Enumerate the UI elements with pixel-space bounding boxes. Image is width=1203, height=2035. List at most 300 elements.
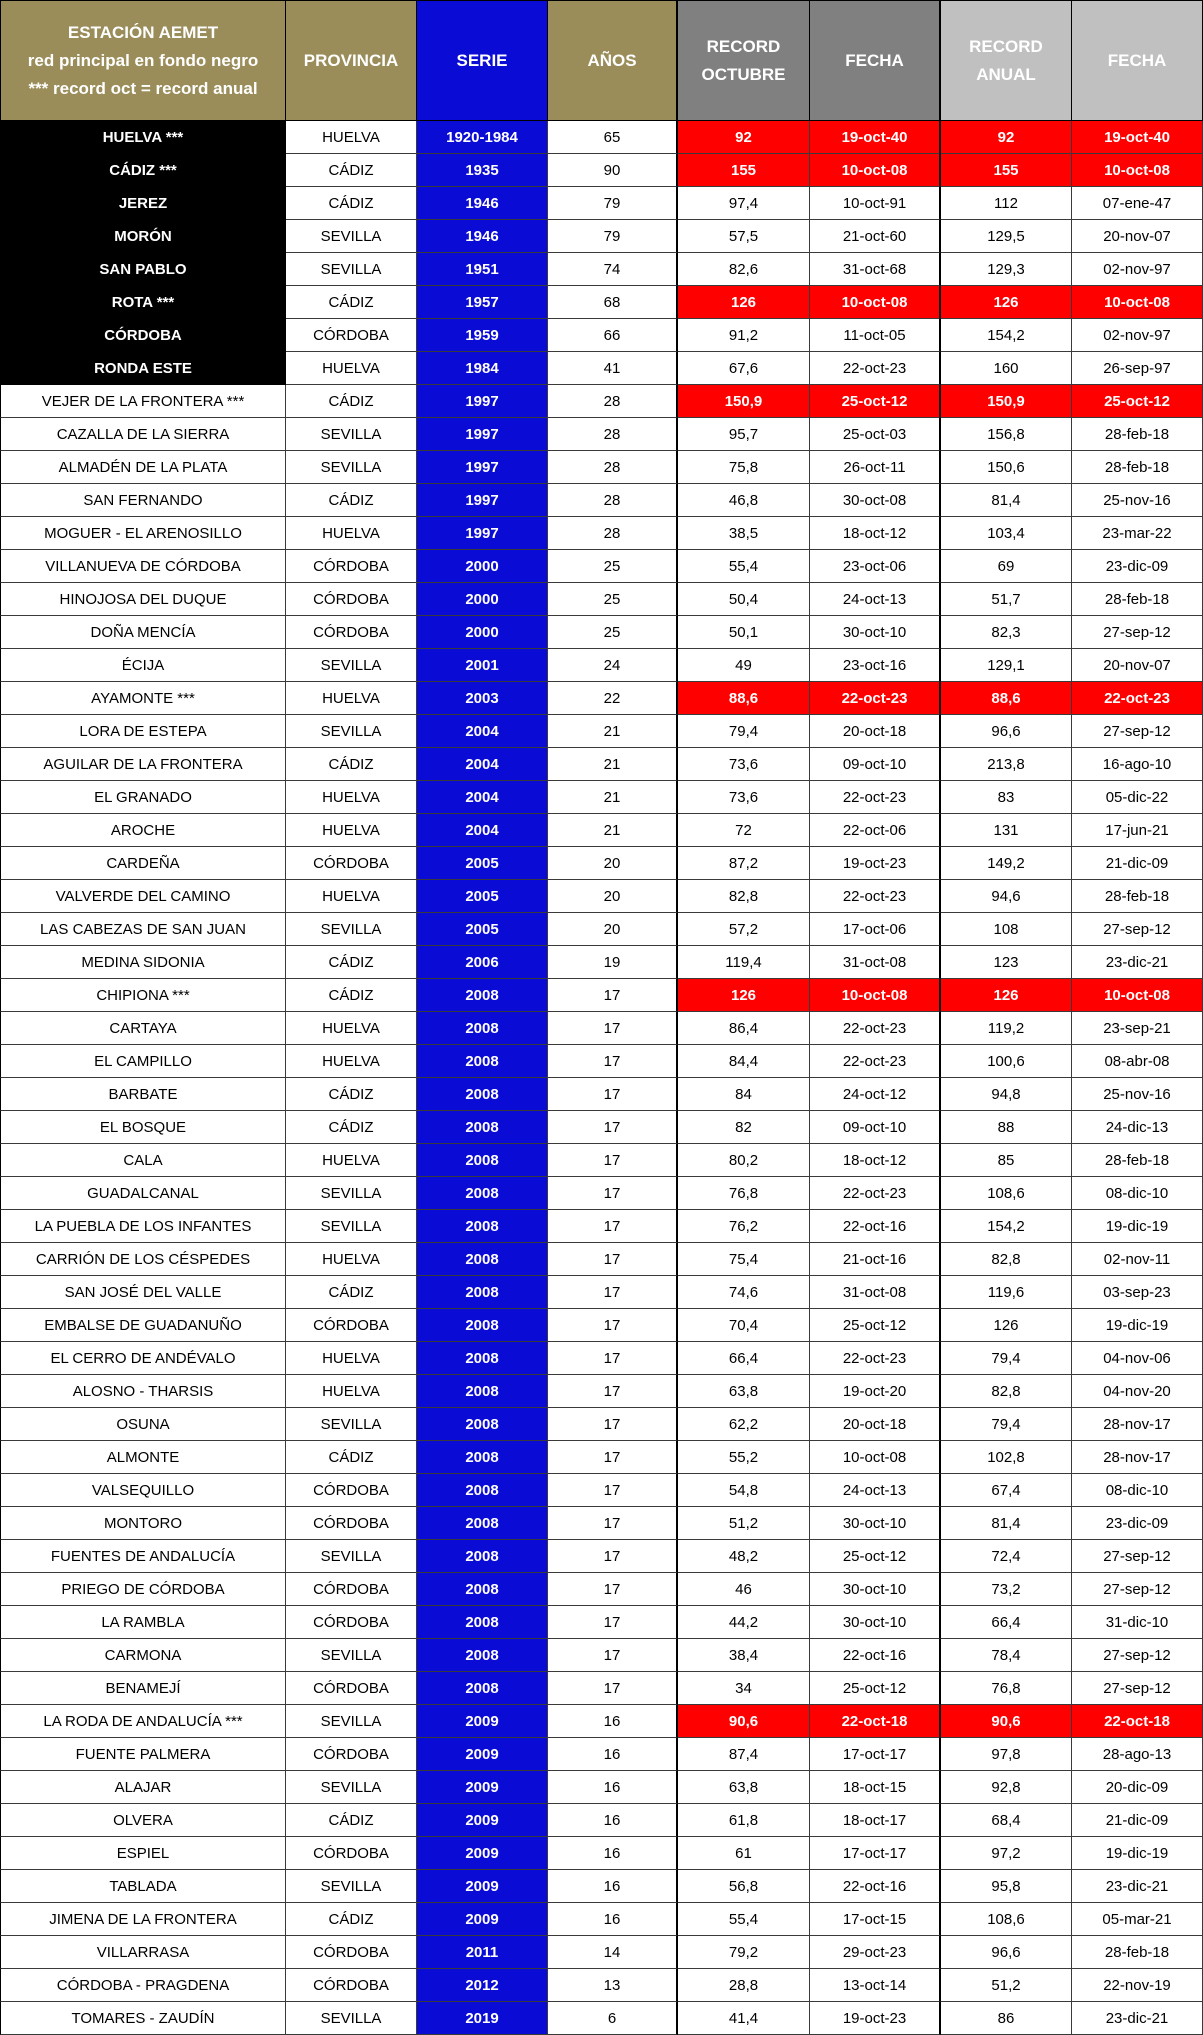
series-cell: 2009 bbox=[417, 1705, 548, 1738]
series-cell: 1946 bbox=[417, 187, 548, 220]
station-cell: ESPIEL bbox=[0, 1837, 286, 1870]
years-cell: 79 bbox=[548, 187, 678, 220]
header-annual-record-line1: RECORD bbox=[969, 36, 1043, 56]
header-annual-date-label: FECHA bbox=[1107, 50, 1167, 70]
table-body bbox=[0, 121, 1203, 2035]
annual-record-cell: 97,2 bbox=[941, 1837, 1072, 1870]
october-date-cell: 10-oct-08 bbox=[810, 1441, 941, 1474]
october-date-cell: 25-oct-03 bbox=[810, 418, 941, 451]
station-cell: CÁDIZ *** bbox=[0, 154, 286, 187]
table-row bbox=[0, 1045, 1203, 1078]
annual-record-cell: 154,2 bbox=[941, 1210, 1072, 1243]
table-row bbox=[0, 352, 1203, 385]
years-cell: 16 bbox=[548, 1837, 678, 1870]
province-cell: SEVILLA bbox=[286, 1639, 417, 1672]
station-cell: PRIEGO DE CÓRDOBA bbox=[0, 1573, 286, 1606]
annual-record-cell: 79,4 bbox=[941, 1408, 1072, 1441]
october-date-cell: 17-oct-17 bbox=[810, 1837, 941, 1870]
annual-date-cell: 08-dic-10 bbox=[1072, 1177, 1203, 1210]
station-cell: FUENTE PALMERA bbox=[0, 1738, 286, 1771]
annual-record-cell: 112 bbox=[941, 187, 1072, 220]
years-cell: 90 bbox=[548, 154, 678, 187]
province-cell: SEVILLA bbox=[286, 913, 417, 946]
station-cell: HUELVA *** bbox=[0, 121, 286, 154]
years-cell: 17 bbox=[548, 979, 678, 1012]
series-cell: 2008 bbox=[417, 1375, 548, 1408]
series-cell: 2008 bbox=[417, 1342, 548, 1375]
october-record-cell: 90,6 bbox=[678, 1705, 810, 1738]
station-cell: CHIPIONA *** bbox=[0, 979, 286, 1012]
header-series bbox=[417, 0, 548, 121]
october-date-cell: 23-oct-06 bbox=[810, 550, 941, 583]
annual-date-cell: 20-nov-07 bbox=[1072, 649, 1203, 682]
series-cell: 2008 bbox=[417, 1309, 548, 1342]
years-cell: 17 bbox=[548, 1144, 678, 1177]
station-cell: EL GRANADO bbox=[0, 781, 286, 814]
station-cell: LAS CABEZAS DE SAN JUAN bbox=[0, 913, 286, 946]
years-cell: 17 bbox=[548, 1210, 678, 1243]
series-cell: 2009 bbox=[417, 1738, 548, 1771]
header-station-note-record: *** record oct = record anual bbox=[28, 78, 258, 98]
series-cell: 1957 bbox=[417, 286, 548, 319]
october-date-cell: 18-oct-17 bbox=[810, 1804, 941, 1837]
years-cell: 25 bbox=[548, 583, 678, 616]
october-date-cell: 22-oct-23 bbox=[810, 1342, 941, 1375]
table-row bbox=[0, 1012, 1203, 1045]
annual-record-cell: 150,9 bbox=[941, 385, 1072, 418]
station-cell: AROCHE bbox=[0, 814, 286, 847]
october-record-cell: 28,8 bbox=[678, 1969, 810, 2002]
years-cell: 17 bbox=[548, 1507, 678, 1540]
october-date-cell: 09-oct-10 bbox=[810, 1111, 941, 1144]
october-date-cell: 30-oct-10 bbox=[810, 1573, 941, 1606]
station-cell: CÓRDOBA bbox=[0, 319, 286, 352]
annual-date-cell: 28-nov-17 bbox=[1072, 1408, 1203, 1441]
annual-date-cell: 25-nov-16 bbox=[1072, 1078, 1203, 1111]
years-cell: 41 bbox=[548, 352, 678, 385]
annual-date-cell: 02-nov-97 bbox=[1072, 253, 1203, 286]
series-cell: 2008 bbox=[417, 1210, 548, 1243]
annual-date-cell: 25-oct-12 bbox=[1072, 385, 1203, 418]
province-cell: SEVILLA bbox=[286, 2002, 417, 2035]
province-cell: CÓRDOBA bbox=[286, 1738, 417, 1771]
province-cell: CÓRDOBA bbox=[286, 319, 417, 352]
series-cell: 2008 bbox=[417, 1474, 548, 1507]
series-cell: 2006 bbox=[417, 946, 548, 979]
table-row bbox=[0, 385, 1203, 418]
province-cell: SEVILLA bbox=[286, 1408, 417, 1441]
annual-date-cell: 28-nov-17 bbox=[1072, 1441, 1203, 1474]
province-cell: CÓRDOBA bbox=[286, 1309, 417, 1342]
province-cell: HUELVA bbox=[286, 1144, 417, 1177]
years-cell: 28 bbox=[548, 517, 678, 550]
october-date-cell: 25-oct-12 bbox=[810, 1540, 941, 1573]
annual-date-cell: 28-feb-18 bbox=[1072, 1144, 1203, 1177]
october-record-cell: 97,4 bbox=[678, 187, 810, 220]
years-cell: 17 bbox=[548, 1012, 678, 1045]
years-cell: 16 bbox=[548, 1903, 678, 1936]
october-record-cell: 38,4 bbox=[678, 1639, 810, 1672]
station-cell: ALAJAR bbox=[0, 1771, 286, 1804]
province-cell: CÓRDOBA bbox=[286, 616, 417, 649]
province-cell: CÓRDOBA bbox=[286, 1936, 417, 1969]
table-row bbox=[0, 1672, 1203, 1705]
october-date-cell: 24-oct-13 bbox=[810, 1474, 941, 1507]
october-record-cell: 73,6 bbox=[678, 748, 810, 781]
october-record-cell: 80,2 bbox=[678, 1144, 810, 1177]
header-years bbox=[548, 0, 678, 121]
october-date-cell: 10-oct-91 bbox=[810, 187, 941, 220]
october-record-cell: 48,2 bbox=[678, 1540, 810, 1573]
table-row bbox=[0, 847, 1203, 880]
table-row bbox=[0, 814, 1203, 847]
october-record-cell: 63,8 bbox=[678, 1375, 810, 1408]
annual-record-cell: 94,8 bbox=[941, 1078, 1072, 1111]
series-cell: 2008 bbox=[417, 1573, 548, 1606]
annual-record-cell: 119,6 bbox=[941, 1276, 1072, 1309]
province-cell: HUELVA bbox=[286, 1012, 417, 1045]
table-row bbox=[0, 616, 1203, 649]
table-row bbox=[0, 451, 1203, 484]
station-cell: ALOSNO - THARSIS bbox=[0, 1375, 286, 1408]
annual-record-cell: 129,3 bbox=[941, 253, 1072, 286]
station-cell: TOMARES - ZAUDÍN bbox=[0, 2002, 286, 2035]
table-row bbox=[0, 1243, 1203, 1276]
october-record-cell: 84,4 bbox=[678, 1045, 810, 1078]
series-cell: 2009 bbox=[417, 1870, 548, 1903]
annual-date-cell: 20-nov-07 bbox=[1072, 220, 1203, 253]
annual-date-cell: 07-ene-47 bbox=[1072, 187, 1203, 220]
october-record-cell: 61,8 bbox=[678, 1804, 810, 1837]
province-cell: CÓRDOBA bbox=[286, 1507, 417, 1540]
annual-date-cell: 17-jun-21 bbox=[1072, 814, 1203, 847]
station-cell: AYAMONTE *** bbox=[0, 682, 286, 715]
annual-date-cell: 28-feb-18 bbox=[1072, 1936, 1203, 1969]
province-cell: SEVILLA bbox=[286, 418, 417, 451]
annual-record-cell: 126 bbox=[941, 979, 1072, 1012]
province-cell: CÓRDOBA bbox=[286, 550, 417, 583]
table-row bbox=[0, 1837, 1203, 1870]
series-cell: 2000 bbox=[417, 583, 548, 616]
station-cell: BENAMEJÍ bbox=[0, 1672, 286, 1705]
october-record-cell: 76,8 bbox=[678, 1177, 810, 1210]
october-record-cell: 38,5 bbox=[678, 517, 810, 550]
annual-record-cell: 82,8 bbox=[941, 1375, 1072, 1408]
years-cell: 17 bbox=[548, 1342, 678, 1375]
table-row bbox=[0, 517, 1203, 550]
october-date-cell: 22-oct-23 bbox=[810, 682, 941, 715]
annual-date-cell: 23-dic-09 bbox=[1072, 550, 1203, 583]
annual-date-cell: 10-oct-08 bbox=[1072, 286, 1203, 319]
province-cell: CÁDIZ bbox=[286, 748, 417, 781]
october-record-cell: 46,8 bbox=[678, 484, 810, 517]
table-row bbox=[0, 286, 1203, 319]
annual-record-cell: 129,5 bbox=[941, 220, 1072, 253]
station-cell: SAN FERNANDO bbox=[0, 484, 286, 517]
table-row bbox=[0, 121, 1203, 154]
station-cell: ALMADÉN DE LA PLATA bbox=[0, 451, 286, 484]
province-cell: SEVILLA bbox=[286, 253, 417, 286]
years-cell: 13 bbox=[548, 1969, 678, 2002]
province-cell: SEVILLA bbox=[286, 451, 417, 484]
province-cell: CÓRDOBA bbox=[286, 1969, 417, 2002]
table-row bbox=[0, 253, 1203, 286]
annual-date-cell: 27-sep-12 bbox=[1072, 1639, 1203, 1672]
province-cell: CÓRDOBA bbox=[286, 583, 417, 616]
october-date-cell: 17-oct-17 bbox=[810, 1738, 941, 1771]
table-row bbox=[0, 1342, 1203, 1375]
annual-date-cell: 27-sep-12 bbox=[1072, 616, 1203, 649]
series-cell: 1997 bbox=[417, 484, 548, 517]
table-row bbox=[0, 319, 1203, 352]
october-record-cell: 119,4 bbox=[678, 946, 810, 979]
series-cell: 2008 bbox=[417, 1408, 548, 1441]
october-record-cell: 82,8 bbox=[678, 880, 810, 913]
annual-date-cell: 22-oct-18 bbox=[1072, 1705, 1203, 1738]
series-cell: 2008 bbox=[417, 1012, 548, 1045]
province-cell: CÁDIZ bbox=[286, 979, 417, 1012]
annual-date-cell: 28-feb-18 bbox=[1072, 451, 1203, 484]
october-record-cell: 44,2 bbox=[678, 1606, 810, 1639]
october-record-cell: 82 bbox=[678, 1111, 810, 1144]
annual-date-cell: 28-ago-13 bbox=[1072, 1738, 1203, 1771]
annual-record-cell: 95,8 bbox=[941, 1870, 1072, 1903]
october-record-cell: 75,4 bbox=[678, 1243, 810, 1276]
october-date-cell: 19-oct-23 bbox=[810, 847, 941, 880]
years-cell: 17 bbox=[548, 1045, 678, 1078]
years-cell: 17 bbox=[548, 1276, 678, 1309]
series-cell: 1997 bbox=[417, 517, 548, 550]
years-cell: 16 bbox=[548, 1738, 678, 1771]
october-date-cell: 21-oct-60 bbox=[810, 220, 941, 253]
october-date-cell: 22-oct-23 bbox=[810, 781, 941, 814]
annual-date-cell: 28-feb-18 bbox=[1072, 418, 1203, 451]
october-date-cell: 19-oct-40 bbox=[810, 121, 941, 154]
header-province-label: PROVINCIA bbox=[303, 50, 399, 70]
header-station-title: ESTACIÓN AEMET bbox=[67, 22, 219, 42]
table-row bbox=[0, 1870, 1203, 1903]
series-cell: 2008 bbox=[417, 1639, 548, 1672]
annual-date-cell: 23-sep-21 bbox=[1072, 1012, 1203, 1045]
october-record-cell: 46 bbox=[678, 1573, 810, 1606]
series-cell: 2008 bbox=[417, 1276, 548, 1309]
province-cell: CÓRDOBA bbox=[286, 847, 417, 880]
province-cell: HUELVA bbox=[286, 121, 417, 154]
october-record-cell: 86,4 bbox=[678, 1012, 810, 1045]
table-row bbox=[0, 1903, 1203, 1936]
province-cell: CÁDIZ bbox=[286, 1111, 417, 1144]
annual-record-cell: 108,6 bbox=[941, 1903, 1072, 1936]
annual-date-cell: 27-sep-12 bbox=[1072, 913, 1203, 946]
series-cell: 2004 bbox=[417, 814, 548, 847]
province-cell: CÓRDOBA bbox=[286, 1837, 417, 1870]
table-row bbox=[0, 748, 1203, 781]
october-date-cell: 18-oct-15 bbox=[810, 1771, 941, 1804]
station-cell: EL CAMPILLO bbox=[0, 1045, 286, 1078]
station-cell: LA RODA DE ANDALUCÍA *** bbox=[0, 1705, 286, 1738]
province-cell: CÁDIZ bbox=[286, 154, 417, 187]
province-cell: SEVILLA bbox=[286, 649, 417, 682]
province-cell: SEVILLA bbox=[286, 715, 417, 748]
series-cell: 2001 bbox=[417, 649, 548, 682]
years-cell: 79 bbox=[548, 220, 678, 253]
years-cell: 16 bbox=[548, 1804, 678, 1837]
table-row bbox=[0, 1210, 1203, 1243]
annual-date-cell: 25-nov-16 bbox=[1072, 484, 1203, 517]
annual-record-cell: 96,6 bbox=[941, 1936, 1072, 1969]
annual-date-cell: 19-oct-40 bbox=[1072, 121, 1203, 154]
series-cell: 2005 bbox=[417, 880, 548, 913]
october-record-cell: 88,6 bbox=[678, 682, 810, 715]
annual-date-cell: 27-sep-12 bbox=[1072, 1573, 1203, 1606]
annual-record-cell: 126 bbox=[941, 1309, 1072, 1342]
table-row bbox=[0, 154, 1203, 187]
station-cell: LA PUEBLA DE LOS INFANTES bbox=[0, 1210, 286, 1243]
october-record-cell: 67,6 bbox=[678, 352, 810, 385]
annual-record-cell: 81,4 bbox=[941, 484, 1072, 517]
annual-date-cell: 23-dic-21 bbox=[1072, 946, 1203, 979]
station-cell: FUENTES DE ANDALUCÍA bbox=[0, 1540, 286, 1573]
years-cell: 16 bbox=[548, 1870, 678, 1903]
province-cell: HUELVA bbox=[286, 1243, 417, 1276]
series-cell: 2008 bbox=[417, 1507, 548, 1540]
october-record-cell: 51,2 bbox=[678, 1507, 810, 1540]
october-date-cell: 23-oct-16 bbox=[810, 649, 941, 682]
october-date-cell: 22-oct-16 bbox=[810, 1210, 941, 1243]
october-date-cell: 31-oct-68 bbox=[810, 253, 941, 286]
province-cell: HUELVA bbox=[286, 781, 417, 814]
october-date-cell: 30-oct-10 bbox=[810, 616, 941, 649]
annual-record-cell: 92,8 bbox=[941, 1771, 1072, 1804]
series-cell: 2008 bbox=[417, 1078, 548, 1111]
table-row bbox=[0, 1408, 1203, 1441]
annual-date-cell: 21-dic-09 bbox=[1072, 847, 1203, 880]
station-cell: CARMONA bbox=[0, 1639, 286, 1672]
annual-record-cell: 51,2 bbox=[941, 1969, 1072, 2002]
province-cell: CÓRDOBA bbox=[286, 1474, 417, 1507]
annual-date-cell: 05-dic-22 bbox=[1072, 781, 1203, 814]
annual-date-cell: 31-dic-10 bbox=[1072, 1606, 1203, 1639]
header-station bbox=[0, 0, 286, 121]
october-record-cell: 63,8 bbox=[678, 1771, 810, 1804]
years-cell: 21 bbox=[548, 748, 678, 781]
annual-date-cell: 28-feb-18 bbox=[1072, 583, 1203, 616]
october-date-cell: 20-oct-18 bbox=[810, 1408, 941, 1441]
years-cell: 16 bbox=[548, 1705, 678, 1738]
station-cell: ALMONTE bbox=[0, 1441, 286, 1474]
annual-record-cell: 149,2 bbox=[941, 847, 1072, 880]
series-cell: 2008 bbox=[417, 1540, 548, 1573]
table-row bbox=[0, 682, 1203, 715]
station-cell: VILLARRASA bbox=[0, 1936, 286, 1969]
annual-record-cell: 78,4 bbox=[941, 1639, 1072, 1672]
province-cell: HUELVA bbox=[286, 814, 417, 847]
station-cell: SAN PABLO bbox=[0, 253, 286, 286]
table-row bbox=[0, 2002, 1203, 2035]
years-cell: 17 bbox=[548, 1309, 678, 1342]
province-cell: CÁDIZ bbox=[286, 1078, 417, 1111]
years-cell: 28 bbox=[548, 451, 678, 484]
annual-record-cell: 156,8 bbox=[941, 418, 1072, 451]
october-record-cell: 72 bbox=[678, 814, 810, 847]
province-cell: HUELVA bbox=[286, 1342, 417, 1375]
years-cell: 17 bbox=[548, 1243, 678, 1276]
october-date-cell: 19-oct-23 bbox=[810, 2002, 941, 2035]
province-cell: CÁDIZ bbox=[286, 946, 417, 979]
october-record-cell: 76,2 bbox=[678, 1210, 810, 1243]
years-cell: 17 bbox=[548, 1606, 678, 1639]
province-cell: SEVILLA bbox=[286, 1540, 417, 1573]
years-cell: 17 bbox=[548, 1111, 678, 1144]
annual-record-cell: 86 bbox=[941, 2002, 1072, 2035]
years-cell: 65 bbox=[548, 121, 678, 154]
series-cell: 1920-1984 bbox=[417, 121, 548, 154]
annual-record-cell: 92 bbox=[941, 121, 1072, 154]
table-row bbox=[0, 1177, 1203, 1210]
series-cell: 2004 bbox=[417, 715, 548, 748]
station-cell: OSUNA bbox=[0, 1408, 286, 1441]
october-date-cell: 22-oct-23 bbox=[810, 352, 941, 385]
annual-date-cell: 02-nov-11 bbox=[1072, 1243, 1203, 1276]
station-cell: VEJER DE LA FRONTERA *** bbox=[0, 385, 286, 418]
table-row bbox=[0, 1936, 1203, 1969]
annual-record-cell: 123 bbox=[941, 946, 1072, 979]
table-row bbox=[0, 1639, 1203, 1672]
station-cell: JEREZ bbox=[0, 187, 286, 220]
header-years-label: AÑOS bbox=[587, 50, 637, 70]
table-row bbox=[0, 1804, 1203, 1837]
table-row bbox=[0, 1507, 1203, 1540]
annual-record-cell: 131 bbox=[941, 814, 1072, 847]
october-date-cell: 10-oct-08 bbox=[810, 979, 941, 1012]
october-date-cell: 31-oct-08 bbox=[810, 946, 941, 979]
series-cell: 1946 bbox=[417, 220, 548, 253]
table-row bbox=[0, 1441, 1203, 1474]
october-record-cell: 56,8 bbox=[678, 1870, 810, 1903]
station-cell: VALVERDE DEL CAMINO bbox=[0, 880, 286, 913]
october-record-cell: 70,4 bbox=[678, 1309, 810, 1342]
years-cell: 6 bbox=[548, 2002, 678, 2035]
province-cell: CÁDIZ bbox=[286, 385, 417, 418]
table-row bbox=[0, 220, 1203, 253]
october-date-cell: 25-oct-12 bbox=[810, 1672, 941, 1705]
annual-date-cell: 26-sep-97 bbox=[1072, 352, 1203, 385]
october-record-cell: 55,4 bbox=[678, 550, 810, 583]
annual-record-cell: 155 bbox=[941, 154, 1072, 187]
annual-record-cell: 102,8 bbox=[941, 1441, 1072, 1474]
october-record-cell: 57,5 bbox=[678, 220, 810, 253]
october-date-cell: 22-oct-18 bbox=[810, 1705, 941, 1738]
annual-date-cell: 22-oct-23 bbox=[1072, 682, 1203, 715]
province-cell: CÁDIZ bbox=[286, 484, 417, 517]
october-date-cell: 24-oct-12 bbox=[810, 1078, 941, 1111]
annual-record-cell: 150,6 bbox=[941, 451, 1072, 484]
province-cell: HUELVA bbox=[286, 682, 417, 715]
station-cell: EL BOSQUE bbox=[0, 1111, 286, 1144]
annual-date-cell: 19-dic-19 bbox=[1072, 1837, 1203, 1870]
annual-record-cell: 90,6 bbox=[941, 1705, 1072, 1738]
table-row bbox=[0, 1111, 1203, 1144]
station-cell: MOGUER - EL ARENOSILLO bbox=[0, 517, 286, 550]
years-cell: 28 bbox=[548, 484, 678, 517]
annual-date-cell: 08-dic-10 bbox=[1072, 1474, 1203, 1507]
series-cell: 2008 bbox=[417, 1045, 548, 1078]
october-date-cell: 30-oct-10 bbox=[810, 1606, 941, 1639]
years-cell: 25 bbox=[548, 616, 678, 649]
october-record-cell: 73,6 bbox=[678, 781, 810, 814]
annual-record-cell: 51,7 bbox=[941, 583, 1072, 616]
header-october-record-line2: OCTUBRE bbox=[701, 64, 786, 84]
